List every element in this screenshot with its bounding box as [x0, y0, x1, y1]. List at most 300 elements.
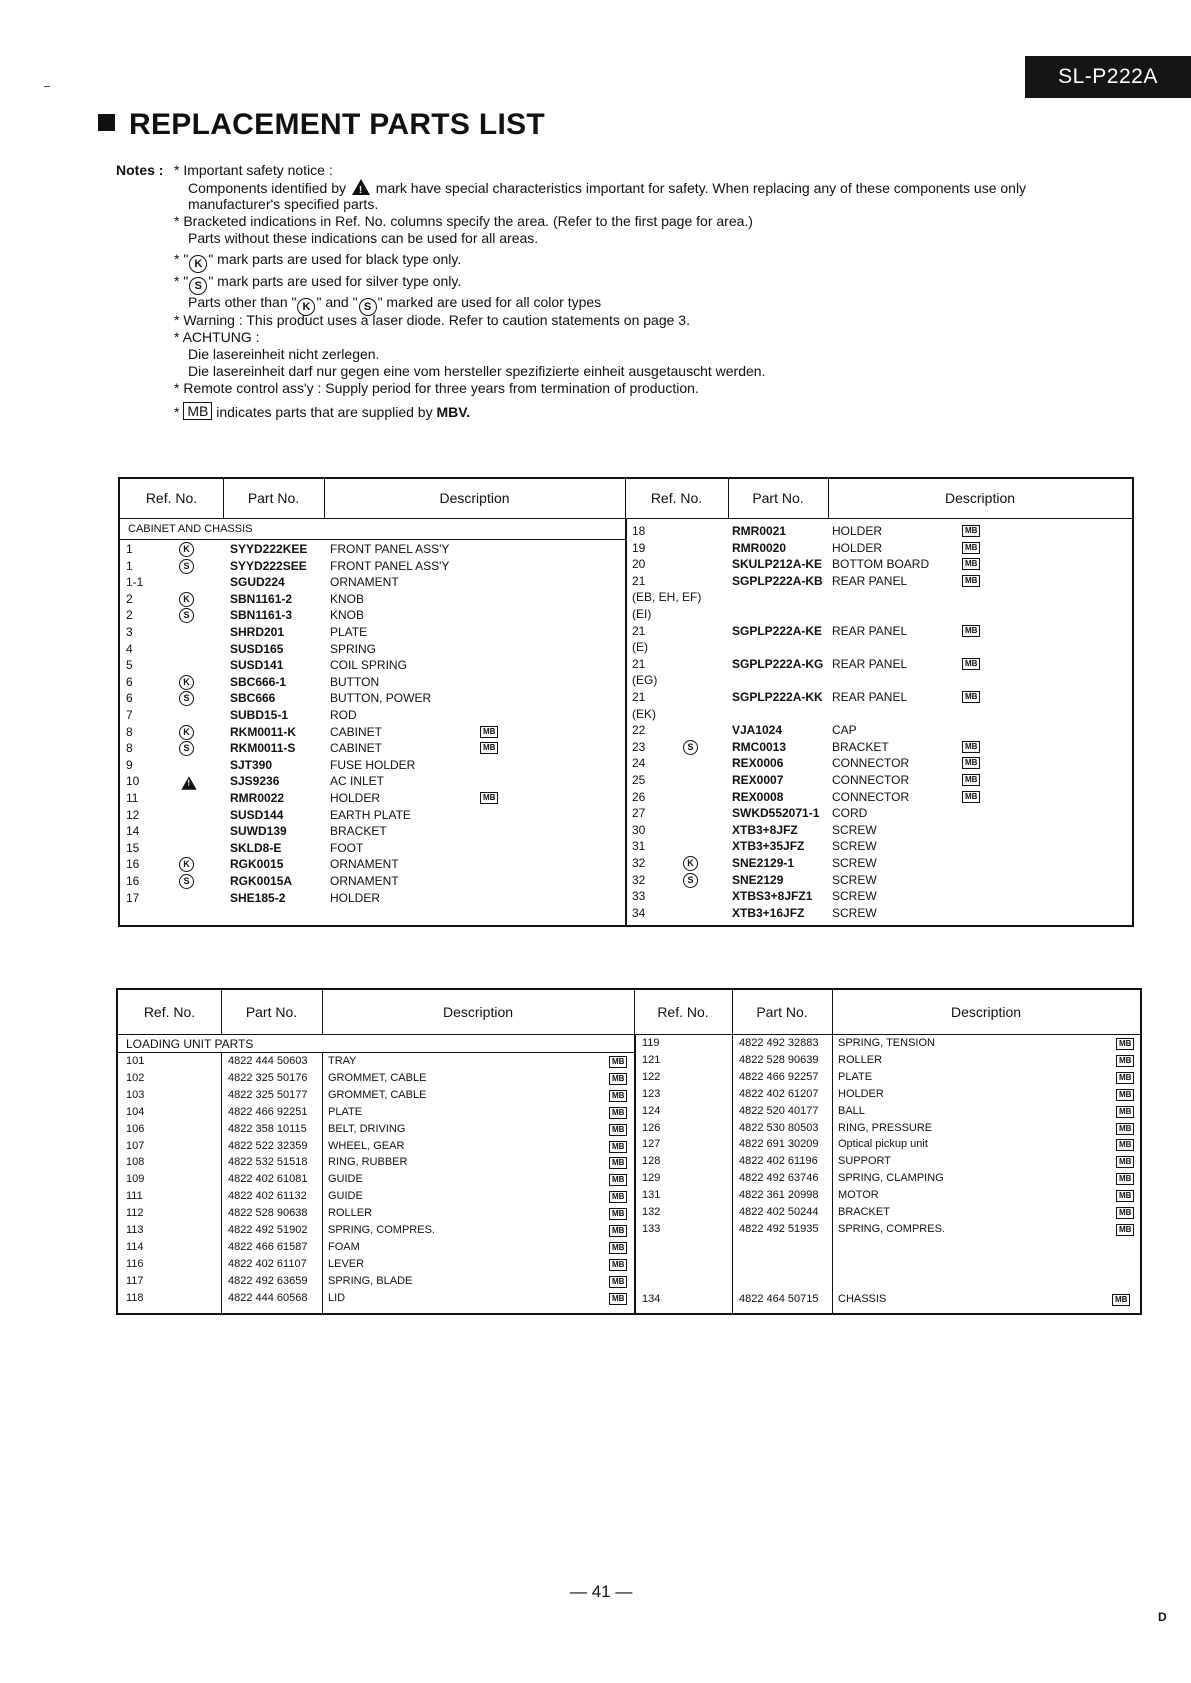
mb-mark-icon: MB [962, 741, 980, 753]
mb-mark-icon: MB [183, 402, 212, 420]
table-row [627, 756, 1132, 773]
ref-no: 19 [632, 540, 646, 555]
description: PLATE [838, 1070, 873, 1083]
part-no: SYYD222KEE [230, 542, 308, 556]
ref-no: 127 [642, 1138, 661, 1151]
description: SCREW [832, 822, 877, 837]
table-row [627, 806, 1132, 823]
mb-mark-icon: MB [962, 625, 980, 637]
ref-no: 34 [632, 905, 646, 920]
part-no: REX0008 [732, 789, 784, 804]
column-header: Part No. [756, 1004, 808, 1020]
table-row [627, 823, 1132, 840]
table-row [627, 790, 1132, 807]
table-row [627, 607, 1132, 624]
mb-mark-icon: MB [1116, 1224, 1134, 1236]
column-header: Ref. No. [143, 1004, 196, 1020]
part-no: XTB3+16JFZ [732, 905, 805, 920]
part-no: REX0007 [732, 773, 784, 787]
part-no: SUBD15-1 [230, 708, 289, 722]
column-header: Description [439, 490, 510, 506]
part-no: SWKD552071-1 [732, 806, 820, 821]
part-no: 4822 361 20998 [739, 1189, 819, 1202]
k-mark-icon: K [179, 675, 194, 690]
mb-mark-icon: MB [1112, 1294, 1130, 1306]
table-row [118, 1140, 634, 1157]
description: REAR PANEL [832, 656, 908, 671]
table-row [120, 559, 625, 576]
table-row [120, 874, 625, 891]
ref-no: (EI) [632, 607, 652, 621]
description: REAR PANEL [832, 623, 908, 638]
table-row [627, 773, 1132, 790]
description: SCREW [832, 905, 877, 920]
column-divider [322, 990, 323, 1034]
mb-mark-icon: MB [1116, 1123, 1134, 1135]
table-row [636, 1293, 1140, 1310]
ref-no: 129 [642, 1172, 661, 1185]
section-label: CABINET AND CHASSIS [128, 523, 253, 535]
note-other-a: Parts other than " [188, 294, 297, 310]
part-no: 4822 402 61196 [739, 1155, 818, 1168]
ref-no: 8 [126, 724, 133, 739]
mb-mark-icon: MB [1116, 1106, 1134, 1118]
note-s-text: mark parts are used for silver type only. [217, 273, 462, 289]
ref-no: 23 [632, 739, 646, 754]
note-achtung: * ACHTUNG : [174, 329, 260, 345]
part-no: SJS9236 [230, 774, 280, 789]
part-no: 4822 402 61132 [228, 1190, 307, 1203]
description: HOLDER [832, 540, 883, 555]
mb-mark-icon: MB [609, 1259, 627, 1271]
table-row [120, 691, 625, 708]
mb-mark-icon: MB [480, 792, 498, 804]
description: FRONT PANEL ASS'Y [330, 558, 450, 573]
ref-no: 122 [642, 1070, 661, 1083]
mb-mark-icon: MB [1116, 1139, 1134, 1151]
mb-mark-icon: MB [609, 1157, 627, 1169]
mb-mark-icon: MB [609, 1090, 627, 1102]
part-no: XTB3+35JFZ [732, 839, 805, 854]
table-row [118, 1156, 634, 1173]
ref-no: 26 [632, 789, 646, 804]
table-row [627, 673, 1132, 690]
table-row [636, 1122, 1140, 1139]
table-row [636, 1071, 1140, 1088]
mb-mark-icon: MB [962, 658, 980, 670]
column-header: Description [950, 1004, 1022, 1020]
note-k-text: mark parts are used for black type only. [217, 251, 462, 267]
description: FOOT [330, 840, 364, 855]
mb-mark-icon: MB [1116, 1173, 1134, 1185]
ref-no: 8 [126, 741, 133, 756]
ref-no: 21 [632, 573, 646, 588]
table-row [118, 1190, 634, 1207]
mb-mark-icon: MB [480, 726, 498, 738]
description: RING, RUBBER [328, 1156, 408, 1169]
table-row [120, 758, 625, 775]
notes-label: Notes : [116, 162, 164, 178]
part-no: SHRD201 [230, 625, 285, 639]
table-row [636, 1172, 1140, 1189]
mb-mark-icon: MB [609, 1073, 627, 1085]
part-no: RMR0020 [732, 540, 787, 555]
margin-tick [44, 86, 50, 87]
description: SCREW [832, 856, 877, 870]
warning-triangle-icon [181, 777, 196, 791]
s-mark-icon: S [189, 277, 207, 295]
part-no: 4822 402 61081 [228, 1173, 308, 1186]
mb-mark-icon: MB [609, 1124, 627, 1136]
table-row [627, 624, 1132, 641]
note-remote: * Remote control ass'y : Supply period for three years from termination of production. [174, 380, 699, 396]
ref-no: 106 [126, 1122, 145, 1135]
s-mark-icon: S [179, 608, 194, 623]
table-row [120, 642, 625, 659]
description: Optical pickup unit [838, 1138, 928, 1151]
note-bracket-b: Parts without these indications can be used for all areas. [188, 230, 539, 246]
note-safety-line [188, 179, 1026, 197]
part-no: SJT390 [230, 757, 273, 772]
part-no: SNE2129-1 [732, 856, 795, 870]
table-row [118, 1258, 634, 1275]
ref-no: 133 [642, 1222, 661, 1235]
note-mb-line: * MB indicates parts that are supplied by MBV. [174, 403, 471, 420]
part-no: SKULP212A-KE [732, 557, 823, 572]
mb-mark-icon: MB [1116, 1038, 1134, 1050]
ref-no: 12 [126, 807, 140, 822]
mb-mark-icon: MB [609, 1276, 627, 1288]
ref-no: 20 [632, 557, 646, 572]
ref-no: 16 [126, 874, 140, 888]
part-no: 4822 402 61207 [739, 1087, 819, 1100]
mb-mark-icon: MB [1116, 1055, 1134, 1067]
note-safety-title: * Important safety notice : [174, 162, 333, 178]
table-row [636, 1138, 1140, 1155]
note-safety-a: Components identified by [188, 180, 346, 196]
column-divider [832, 990, 833, 1034]
page-number: — 41 — [570, 1582, 633, 1601]
part-no: 4822 466 92257 [739, 1070, 819, 1083]
table-row [636, 1155, 1140, 1172]
part-no: RKM0011-S [230, 741, 296, 756]
description: GUIDE [328, 1173, 363, 1186]
column-divider [732, 1034, 733, 1313]
description: CONNECTOR [832, 789, 910, 804]
table-row [636, 1054, 1140, 1071]
description: ORNAMENT [330, 575, 399, 590]
mb-mark-icon: MB [609, 1141, 627, 1153]
ref-no: (EG) [632, 673, 658, 688]
column-divider [322, 1052, 323, 1313]
k-mark-icon: K [297, 298, 315, 316]
part-no: SBC666 [230, 691, 276, 706]
mb-mark-icon: MB [609, 1242, 627, 1254]
part-no: 4822 528 90638 [228, 1207, 308, 1220]
mb-mark-icon: MB [962, 525, 980, 537]
note-safety-b: mark have special characteristics important for safety. When replacing any of these components use only [375, 180, 1027, 196]
table-row [627, 740, 1132, 757]
description: CONNECTOR [832, 773, 910, 787]
mb-mark-icon: MB [609, 1208, 627, 1220]
ref-no: 27 [632, 806, 646, 821]
ref-no: 21 [632, 690, 646, 704]
description: HOLDER [838, 1087, 884, 1100]
ref-no: 31 [632, 839, 646, 854]
ref-no: 123 [642, 1087, 661, 1100]
column-divider [221, 1052, 222, 1313]
ref-no: 33 [632, 889, 646, 904]
ref-no: 131 [642, 1189, 661, 1202]
part-no: SBC666-1 [230, 674, 287, 689]
table-row [636, 1105, 1140, 1122]
part-no: 4822 528 90639 [739, 1053, 819, 1066]
column-header: Part No. [247, 490, 300, 506]
part-no: RGK0015 [230, 857, 284, 872]
ref-no: 121 [642, 1053, 661, 1066]
part-no: RGK0015A [230, 874, 293, 888]
ref-no: 114 [126, 1240, 144, 1253]
column-divider [832, 1034, 833, 1313]
section-label: LOADING UNIT PARTS [126, 1037, 254, 1051]
table-row [118, 1275, 634, 1292]
description: BRACKET [330, 824, 387, 839]
s-mark-icon: S [179, 874, 194, 889]
part-no: SGPLP222A-KB [732, 573, 823, 588]
table-row [118, 1055, 634, 1072]
square-bullet-icon [98, 114, 115, 131]
description: CABINET [330, 724, 383, 739]
description: FUSE HOLDER [330, 757, 416, 772]
table-row [118, 1224, 634, 1241]
mb-mark-icon: MB [962, 558, 980, 570]
description: SPRING, COMPRES. [328, 1224, 435, 1236]
part-no: VJA1024 [732, 723, 783, 738]
ref-no: 128 [642, 1155, 661, 1168]
table-row [118, 1089, 634, 1106]
note-warning: * Warning : This product uses a laser diode. Refer to caution statements on page 3. [174, 312, 690, 328]
mb-mark-icon: MB [609, 1056, 627, 1068]
description: CABINET [330, 741, 383, 756]
mb-mark-icon: MB [962, 791, 980, 803]
table-row [120, 808, 625, 825]
table-row [120, 725, 625, 742]
mb-mark-icon: MB [609, 1174, 627, 1186]
part-no: SGPLP222A-KK [732, 690, 823, 704]
note-other-c: " marked are used for all color types [377, 294, 602, 310]
column-divider [634, 1034, 636, 1313]
mb-mark-icon: MB [609, 1191, 627, 1203]
ref-no: 107 [126, 1139, 145, 1152]
table-row [120, 708, 625, 725]
ref-no: 108 [126, 1156, 145, 1169]
description: AC INLET [330, 774, 385, 789]
column-divider [223, 479, 224, 518]
table-row [627, 856, 1132, 873]
table-row [118, 1292, 634, 1309]
column-divider [828, 479, 829, 518]
part-no: 4822 464 50715 [739, 1293, 819, 1305]
k-mark-icon: K [179, 542, 194, 557]
column-divider [625, 518, 627, 925]
ref-no: 126 [642, 1121, 661, 1134]
note-other-b: " and " [316, 294, 358, 310]
k-mark-icon: K [683, 856, 698, 871]
table-row [120, 841, 625, 858]
ref-no: 3 [126, 625, 133, 639]
mb-mark-icon: MB [1116, 1089, 1134, 1101]
column-header: Ref. No. [650, 490, 703, 506]
description: SUPPORT [838, 1155, 891, 1168]
ref-no: 17 [126, 890, 140, 905]
s-mark-icon: S [359, 298, 377, 316]
note-achtung-1: Die lasereinheit nicht zerlegen. [188, 346, 380, 362]
description: FOAM [328, 1240, 360, 1253]
column-header: Ref. No. [657, 1004, 709, 1020]
description: SPRING [330, 641, 377, 656]
ref-no: 1-1 [126, 575, 144, 590]
ref-no: 103 [126, 1088, 145, 1101]
table-row [120, 608, 625, 625]
part-no: RMR0021 [732, 524, 787, 538]
ref-no: 30 [632, 822, 646, 837]
table-row [627, 590, 1132, 607]
corner-letter: D [1158, 1610, 1167, 1624]
ref-no: 118 [126, 1291, 144, 1304]
ref-no: 32 [632, 872, 646, 887]
table-row [627, 723, 1132, 740]
description: HOLDER [330, 890, 381, 905]
part-no: 4822 530 80503 [739, 1121, 819, 1134]
ref-no: (EK) [632, 706, 656, 721]
ref-no: 24 [632, 756, 646, 771]
ref-no: 7 [126, 708, 133, 722]
description: BOTTOM BOARD [832, 557, 930, 572]
table-row [120, 791, 625, 808]
ref-no: 2 [126, 608, 133, 623]
warning-triangle-icon [352, 179, 370, 195]
part-no: SUSD144 [230, 807, 284, 822]
ref-no: 10 [126, 774, 140, 789]
part-no: 4822 691 30209 [739, 1138, 819, 1151]
ref-no: 22 [632, 723, 646, 738]
table-row [627, 839, 1132, 856]
table-row [118, 1072, 634, 1089]
ref-no: 21 [632, 656, 646, 671]
description: ORNAMENT [330, 874, 399, 888]
note-mb-supplier: MBV. [436, 404, 471, 420]
mb-mark-icon: MB [962, 542, 980, 554]
table-row [118, 1106, 634, 1123]
description: BELT, DRIVING [328, 1122, 406, 1135]
part-no: 4822 492 51902 [228, 1224, 308, 1236]
description: KNOB [330, 608, 365, 623]
part-no: 4822 466 92251 [228, 1105, 308, 1118]
part-no: 4822 444 50603 [228, 1055, 308, 1067]
ref-no: 116 [126, 1257, 144, 1270]
ref-no: 1 [126, 542, 133, 556]
description: BUTTON, POWER [330, 691, 432, 706]
k-mark-icon: K [179, 857, 194, 872]
ref-no: 104 [126, 1105, 145, 1118]
description: GROMMET, CABLE [328, 1088, 427, 1101]
part-no: RMC0013 [732, 739, 787, 754]
description: CORD [832, 806, 868, 821]
part-no: SKLD8-E [230, 840, 282, 855]
ref-no: 32 [632, 856, 646, 870]
ref-no: 4 [126, 641, 133, 656]
part-no: RMR0022 [230, 791, 285, 805]
part-no: SHE185-2 [230, 890, 286, 905]
mb-mark-icon: MB [480, 742, 498, 754]
s-mark-icon: S [179, 691, 194, 706]
ref-no: 21 [632, 623, 646, 638]
description: LEVER [328, 1257, 365, 1270]
ref-no: 124 [642, 1104, 661, 1117]
description: MOTOR [838, 1189, 879, 1202]
description: WHEEL, GEAR [328, 1139, 405, 1152]
description: TRAY [328, 1055, 357, 1067]
description: SPRING, COMPRES. [838, 1222, 945, 1235]
description: HOLDER [330, 791, 381, 805]
column-divider [634, 990, 635, 1034]
description: PLATE [330, 625, 368, 639]
table-row [627, 690, 1132, 707]
description: SCREW [832, 889, 877, 904]
mb-mark-icon: MB [962, 774, 980, 786]
description: LID [328, 1291, 346, 1304]
description: REAR PANEL [832, 690, 908, 704]
ref-no: 2 [126, 591, 133, 606]
description: ROLLER [838, 1053, 883, 1066]
note-k-line: * " K " mark parts are used for black type only. [174, 251, 461, 273]
loading-unit-parts-table [116, 988, 1142, 1315]
model-badge: SL-P222A [1025, 56, 1191, 98]
column-divider [732, 990, 733, 1034]
description: PLATE [328, 1105, 363, 1118]
table-row [120, 741, 625, 758]
column-divider [221, 990, 222, 1034]
s-mark-icon: S [683, 873, 698, 888]
note-mb-text: indicates parts that are supplied by [216, 404, 433, 420]
ref-no: 109 [126, 1173, 145, 1186]
description: BALL [838, 1104, 865, 1117]
ref-no: 117 [126, 1274, 144, 1287]
mb-mark-icon: MB [962, 757, 980, 769]
table-row [627, 640, 1132, 657]
part-no: 4822 492 63659 [228, 1274, 308, 1287]
description: REAR PANEL [832, 573, 908, 588]
table-row [118, 1241, 634, 1258]
table-row [120, 575, 625, 592]
part-no: SGPLP222A-KE [732, 623, 823, 638]
column-header: Description [944, 490, 1016, 506]
k-mark-icon: K [179, 725, 194, 740]
ref-no: 15 [126, 840, 140, 855]
table-row [120, 592, 625, 609]
table-row [636, 1088, 1140, 1105]
part-no: RKM0011-K [230, 724, 297, 739]
ref-no: 14 [126, 824, 140, 839]
part-no: 4822 532 51518 [228, 1156, 308, 1169]
note-achtung-2: Die lasereinheit darf nur gegen eine vom hersteller spezifizierte einheit ausgetauscht werden. [188, 363, 766, 379]
ref-no: 113 [126, 1224, 144, 1236]
ref-no: 134 [642, 1293, 661, 1305]
description: FRONT PANEL ASS'Y [330, 542, 450, 556]
part-no: SNE2129 [732, 872, 784, 887]
part-no: 4822 402 50244 [739, 1206, 819, 1218]
part-no: 4822 402 61107 [228, 1257, 307, 1270]
